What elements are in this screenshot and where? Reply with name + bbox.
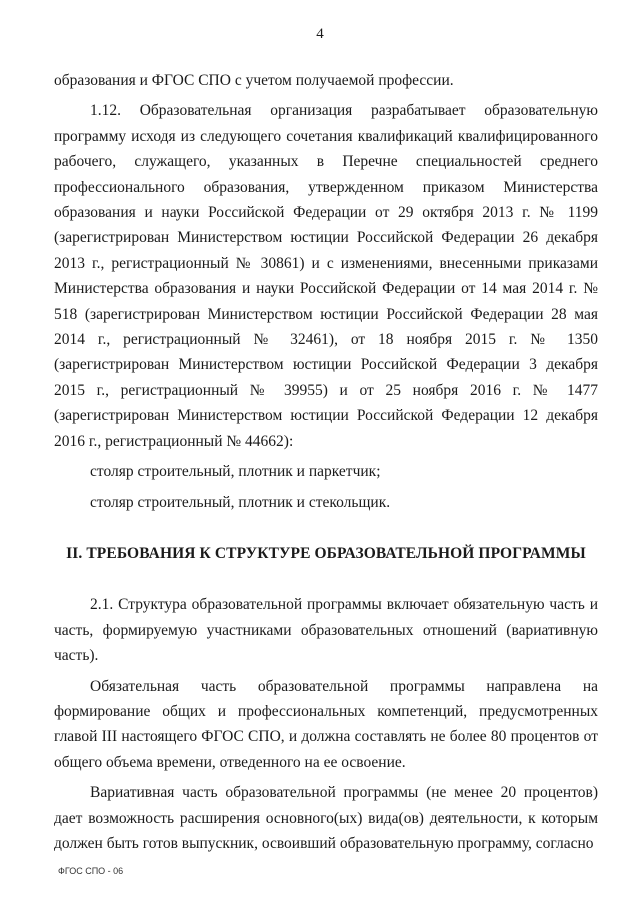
qualification-item: столяр строительный, плотник и паркетчик; xyxy=(90,463,381,481)
page-number: 4 xyxy=(316,26,324,42)
section-heading: II. ТРЕБОВАНИЯ К СТРУКТУРЕ ОБРАЗОВАТЕЛЬНОЙ ПРОГРАММЫ xyxy=(66,544,586,562)
paragraph-continuation: образования и ФГОС СПО с учетом получаемой профессии. xyxy=(54,72,454,89)
footer-mark: ФГОС СПО - 06 xyxy=(58,866,124,876)
paragraph-1-12: 1.12. Образовательная организация разрабатывает образовательную программу исходя из следующего сочетания квалификаций квалифицированного рабочего, служащего, указанных в Перечне специальностей среднего профессионального образования, утвержденном приказом Министерства образования и науки Российской Федерации от 29 октября 2013 г. № 1199 (зарегистрирован Министерством юстиции Российской Федерации 26 декабря 2013 г., регистрационный № 30861) и с изменениями, внесенными приказами Министерства образования и науки Российской Федерации от 14 мая 2014 г. № 518 (зарегистрирован Министерством юстиции Российской Федерации 28 мая 2014 г., регистрационный № 32461), от 18 ноября 2015 г. № 1350 (зарегистрирован Министерством юстиции Российской Федерации 3 декабря 2015 г., регистрационный № 39955) и от 25 ноября 2016 г. № 1477 (зарегистрирован Министерством юстиции Российской Федерации 12 декабря 2016 г., регистрационный № 44662): xyxy=(54,102,598,450)
paragraph-2-1: 2.1. Структура образовательной программы включает обязательную часть и часть, формируемую участниками образовательных отношений (вариативную часть). xyxy=(54,596,598,665)
document-body xyxy=(54,68,598,856)
qualification-item: столяр строительный, плотник и стекольщик. xyxy=(90,493,391,511)
paragraph-mandatory-part: Обязательная часть образовательной программы направлена на формирование общих и профессиональных компетенций, предусмотренных главой III настоящего ФГОС СПО, и должна составлять не более 80 процентов от общего объема времени, отведенного на ее освоение. xyxy=(54,677,598,771)
paragraph-variable-part: Вариативная часть образовательной программы (не менее 20 процентов) дает возможность расширения основного(ых) вида(ов) деятельности, к которым должен быть готов выпускник, освоивший образовательную программу, согласно xyxy=(54,784,598,852)
